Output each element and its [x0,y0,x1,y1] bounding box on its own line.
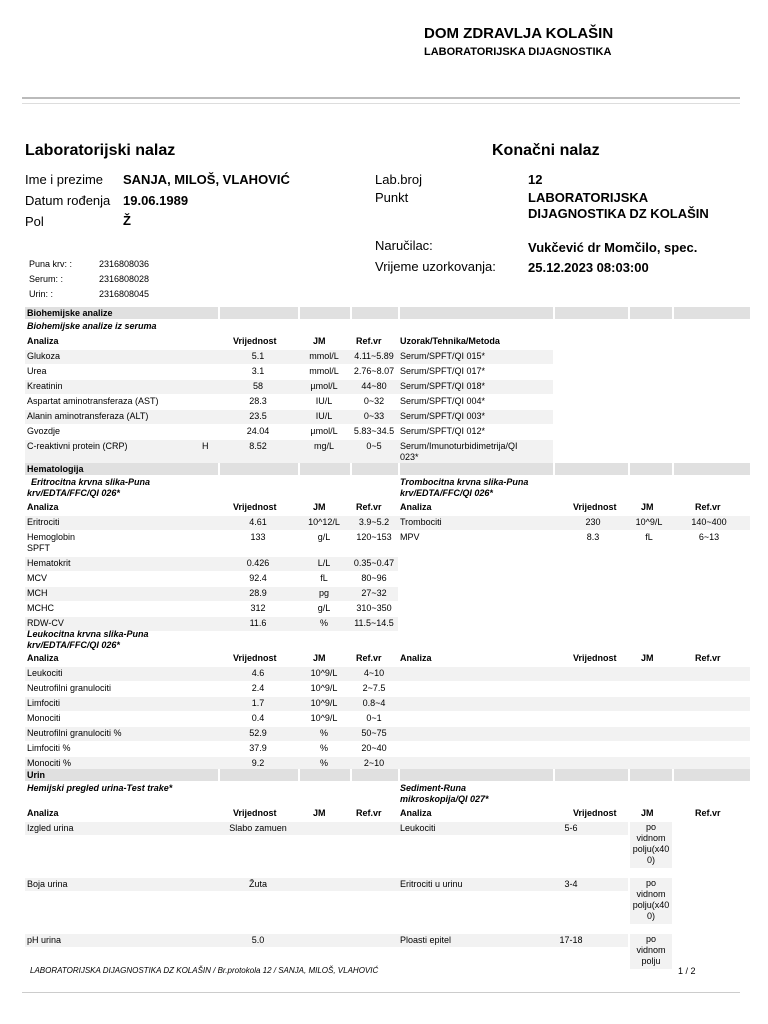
analysis-name: Alanin aminotransferaza (ALT) [27,411,149,421]
reference-range: 11.5~14.5 [354,618,394,628]
col-analiza: Analiza [400,653,432,663]
analysis-name: MCV [27,573,47,583]
sample-code: 2316808045 [99,289,150,299]
analysis-name: MCHC [27,603,54,613]
result-value: Žuta [248,879,267,889]
row-shade [25,878,398,891]
reference-range: 20~40 [361,743,387,753]
sampling-time: 25.12.2023 08:03:00 [528,260,649,275]
col-refvr: Ref.vr [356,808,382,818]
patient-dob-label: Datum rođenja [25,193,111,208]
sample-label: Urin: : [29,289,54,299]
result-unit [630,878,672,924]
col-refvr: Ref.vr [356,336,382,346]
result-unit-line: polju(x40 [632,900,670,910]
department-name: LABORATORIJSKA DIJAGNOSTIKA [424,46,612,58]
table-row [25,365,553,379]
result-unit-line: vidnom [636,833,666,843]
analysis-name: Limfociti [27,698,61,708]
flag-high: H [202,441,209,451]
result-unit: L/L [317,558,331,568]
analysis-name: MCH [27,588,48,598]
result-unit: % [319,618,328,628]
reference-range: 0~33 [363,411,385,421]
section-hematology [25,463,750,475]
analysis-name: Neutrofilni granulociti [27,683,112,693]
row-shade [398,934,628,947]
result-unit: % [319,728,328,738]
reference-range: 0.35~0.47 [353,558,395,568]
reference-range: 120~153 [356,532,392,542]
leuko-title-1: Leukocitna krvna slika-Puna [27,629,149,639]
result-value: 17-18 [559,935,583,945]
lab-number-label: Lab.broj [375,172,422,187]
analysis-name: Limfociti % [27,743,71,753]
col-analiza: Analiza [27,653,59,663]
sample-method: Serum/Imunoturbidimetrija/QI [400,441,518,451]
result-value: 92.4 [249,573,267,583]
result-unit-line: po [645,878,656,888]
result-unit-line: polju(x40 [632,844,670,854]
analysis-name: Hematokrit [27,558,71,568]
result-unit: 10^9/L [310,713,338,723]
result-value: 58 [252,381,263,391]
sample-method: Serum/SPFT/QI 018* [400,381,486,391]
reference-range: 140~400 [691,517,727,527]
table-row [25,531,398,556]
result-unit-line: 0) [646,911,655,921]
result-value: 312 [250,603,266,613]
reference-range: 50~75 [361,728,387,738]
result-unit-line: vidnom [636,945,666,955]
table-row [25,410,553,424]
table-row [25,350,553,364]
result-value: 0.4 [251,713,265,723]
result-unit: 10^9/L [635,517,663,527]
col-analiza: Analiza [27,808,59,818]
result-unit-line: 0) [646,855,655,865]
sample-method-cont: 023* [400,452,419,462]
result-value: 28.3 [249,396,267,406]
table-row [25,425,553,439]
header-divider-thin [22,103,740,104]
col-refvr: Ref.vr [356,502,382,512]
analysis-name: Aspartat aminotransferaza (AST) [27,396,159,406]
trombo-title-2: krv/EDTA/FFC/QI 026* [400,488,493,498]
result-unit-line: vidnom [636,889,666,899]
result-unit: % [319,758,328,768]
section-biochem [25,307,750,319]
result-value: 133 [250,532,266,542]
analysis-name: Boja urina [27,879,68,889]
result-value: 24.04 [246,426,270,436]
reference-range: 6~13 [698,532,720,542]
section-biochem-title: Biohemijske analize [27,308,113,318]
result-value: 5.0 [251,935,265,945]
analysis-name: Hemoglobin [27,532,76,542]
col-refvr: Ref.vr [695,808,721,818]
analysis-name: Monociti % [27,758,72,768]
sample-method: Serum/SPFT/QI 015* [400,351,486,361]
patient-sex: Ž [123,213,131,228]
result-unit: µmol/L [310,426,338,436]
analysis-name: Ploasti epitel [400,935,452,945]
result-value: 23.5 [249,411,267,421]
analysis-name: MPV [400,532,420,542]
table-row [25,572,398,586]
patient-sex-label: Pol [25,214,44,229]
table-row [25,557,398,571]
urine-test-title: Hemijski pregled urina-Test trake* [27,783,173,793]
result-unit: 10^12/L [308,517,340,527]
sample-label: Serum: : [29,274,64,284]
reference-range: 0~1 [366,713,382,723]
reference-range: 44~80 [361,381,387,391]
result-unit [630,822,672,868]
patient-dob: 19.06.1989 [123,193,189,208]
table-row [25,822,750,870]
reference-range: 0~5 [366,441,382,451]
table-row [25,602,398,616]
result-unit: 10^9/L [310,668,338,678]
subsection-serum: Biohemijske analize iz seruma [27,321,157,331]
sample-method: Serum/SPFT/QI 004* [400,396,486,406]
result-value: 28.9 [249,588,267,598]
section-urine-title: Urin [27,770,45,780]
reference-range: 4.11~5.89 [354,351,394,361]
urine-sed-title-2: mikroskopija/QI 027* [400,794,489,804]
patient-name-label: Ime i prezime [25,172,104,187]
table-row [25,516,398,530]
row-shade [25,934,398,947]
reference-range: 27~32 [361,588,387,598]
result-value: 230 [585,517,601,527]
result-unit-line: po [645,934,656,944]
result-value: 8.52 [249,441,267,451]
col-vrijednost: Vrijednost [573,502,617,512]
col-vrijednost: Vrijednost [573,808,617,818]
col-vrijednost: Vrijednost [233,336,277,346]
orderer-label: Naručilac: [375,238,433,253]
punkt-line-1: LABORATORIJSKA [528,190,649,205]
result-unit: IU/L [315,396,333,406]
result-unit-line: polju [641,956,661,966]
result-unit: fL [320,573,328,583]
result-unit: µmol/L [310,381,338,391]
result-value: 11.6 [249,618,267,628]
col-analiza: Analiza [400,502,432,512]
table-row [25,587,398,601]
col-analiza: Analiza [27,502,59,512]
reference-range: 0~32 [363,396,385,406]
result-unit: IU/L [315,411,333,421]
patient-name: SANJA, MILOŠ, VLAHOVIĆ [123,172,290,187]
analysis-name: Glukoza [27,351,61,361]
result-value: 4.61 [249,517,267,527]
punkt-label: Punkt [375,190,409,205]
result-value: 9.2 [251,758,265,768]
table-row [25,742,750,756]
analysis-name: Eritrociti u urinu [400,879,463,889]
result-unit: mmol/L [309,351,339,361]
col-analiza: Analiza [27,336,59,346]
col-vrijednost: Vrijednost [573,653,617,663]
footer-divider [22,992,740,993]
institution-name: DOM ZDRAVLJA KOLAŠIN [424,25,614,42]
analysis-name: Neutrofilni granulociti % [27,728,122,738]
result-value: 4.6 [251,668,265,678]
result-value: Slabo zamuen [229,823,287,833]
page-number: 1 / 2 [678,966,696,976]
sample-method: Serum/SPFT/QI 017* [400,366,486,376]
result-value: 3-4 [564,879,578,889]
result-value: 5-6 [564,823,578,833]
table-row [25,697,750,711]
col-jm: JM [313,653,326,663]
table-row [25,878,750,926]
analysis-name: Leukociti [27,668,63,678]
row-shade [25,822,398,835]
col-analiza: Analiza [400,808,432,818]
col-jm: JM [313,336,326,346]
result-value: 1.7 [251,698,265,708]
footer-text: LABORATORIJSKA DIJAGNOSTIKA DZ KOLAŠIN / Br.protokola 12 / SANJA, MILOŠ, VLAHOVIĆ [30,966,379,975]
table-row [25,395,553,409]
table-row [25,667,750,681]
result-value: 8.3 [586,532,600,542]
lab-number: 12 [528,172,543,187]
result-unit-line: po [645,822,656,832]
section-hematology-title: Hematologija [27,464,84,474]
section-urine [25,769,750,781]
result-unit: g/L [317,532,331,542]
col-refvr: Ref.vr [356,653,382,663]
table-row [398,516,750,530]
col-vrijednost: Vrijednost [233,653,277,663]
result-value: 5.1 [251,351,265,361]
analysis-name: Kreatinin [27,381,63,391]
analysis-name: Eritrociti [27,517,60,527]
report-title: Laboratorijski nalaz [25,142,176,159]
result-unit: 10^9/L [310,683,338,693]
trombo-title-1: Trombocitna krvna slika-Puna [400,477,529,487]
table-row [25,727,750,741]
col-metoda: Uzorak/Tehnika/Metoda [400,336,500,346]
analysis-name-cont: SPFT [27,543,51,553]
table-row [25,712,750,726]
sample-code: 2316808028 [99,274,150,284]
result-unit [630,934,672,969]
col-vrijednost: Vrijednost [233,808,277,818]
result-unit: pg [318,588,329,598]
analysis-name: pH urina [27,935,62,945]
result-value: 2.4 [251,683,265,693]
reference-range: 2~7.5 [362,683,386,693]
ery-title-1: Eritrocitna krvna slika-Puna [31,477,151,487]
table-row [25,380,553,394]
analysis-name: RDW-CV [27,618,64,628]
table-row [25,682,750,696]
row-shade [398,822,628,835]
reference-range: 0.8~4 [362,698,386,708]
reference-range: 80~96 [361,573,387,583]
col-vrijednost: Vrijednost [233,502,277,512]
col-refvr: Ref.vr [695,502,721,512]
col-jm: JM [641,653,654,663]
sample-method: Serum/SPFT/QI 012* [400,426,486,436]
ery-title-2: krv/EDTA/FFC/QI 026* [27,488,120,498]
orderer: Vukčević dr Momčilo, spec. [528,240,698,255]
analysis-name: Urea [27,366,47,376]
reference-range: 3.9~5.2 [358,517,390,527]
result-unit: 10^9/L [310,698,338,708]
analysis-name: C-reaktivni protein (CRP) [27,441,128,451]
sample-code: 2316808036 [99,259,150,269]
col-jm: JM [313,502,326,512]
sample-label: Puna krv: : [29,259,73,269]
reference-range: 2~10 [363,758,385,768]
sample-method: Serum/SPFT/QI 003* [400,411,486,421]
col-jm: JM [641,502,654,512]
analysis-name: Gvozdje [27,426,61,436]
header-divider [22,97,740,99]
col-jm: JM [313,808,326,818]
reference-range: 5.83~34.5 [353,426,395,436]
result-unit: % [319,743,328,753]
reference-range: 310~350 [356,603,392,613]
report-status: Konačni nalaz [492,142,600,159]
sampling-time-label: Vrijeme uzorkovanja: [375,259,496,274]
result-unit: mmol/L [309,366,339,376]
reference-range: 4~10 [363,668,385,678]
result-unit: fL [645,532,653,542]
col-jm: JM [641,808,654,818]
urine-sed-title-1: Sediment-Runa [400,783,467,793]
analysis-name: Trombociti [400,517,442,527]
result-value: 3.1 [251,366,265,376]
table-row [25,440,553,464]
result-value: 0.426 [246,558,270,568]
analysis-name: Leukociti [400,823,436,833]
row-shade [398,878,628,891]
result-unit: g/L [317,603,331,613]
result-value: 52.9 [249,728,267,738]
table-row [398,531,750,545]
reference-range: 2.76~8.07 [353,366,395,376]
analysis-name: Izgled urina [27,823,74,833]
col-refvr: Ref.vr [695,653,721,663]
result-unit: mg/L [313,441,334,451]
analysis-name: Monociti [27,713,61,723]
leuko-title-2: krv/EDTA/FFC/QI 026* [27,640,120,650]
result-value: 37.9 [249,743,267,753]
punkt-line-2: DIJAGNOSTIKA DZ KOLAŠIN [528,206,709,221]
